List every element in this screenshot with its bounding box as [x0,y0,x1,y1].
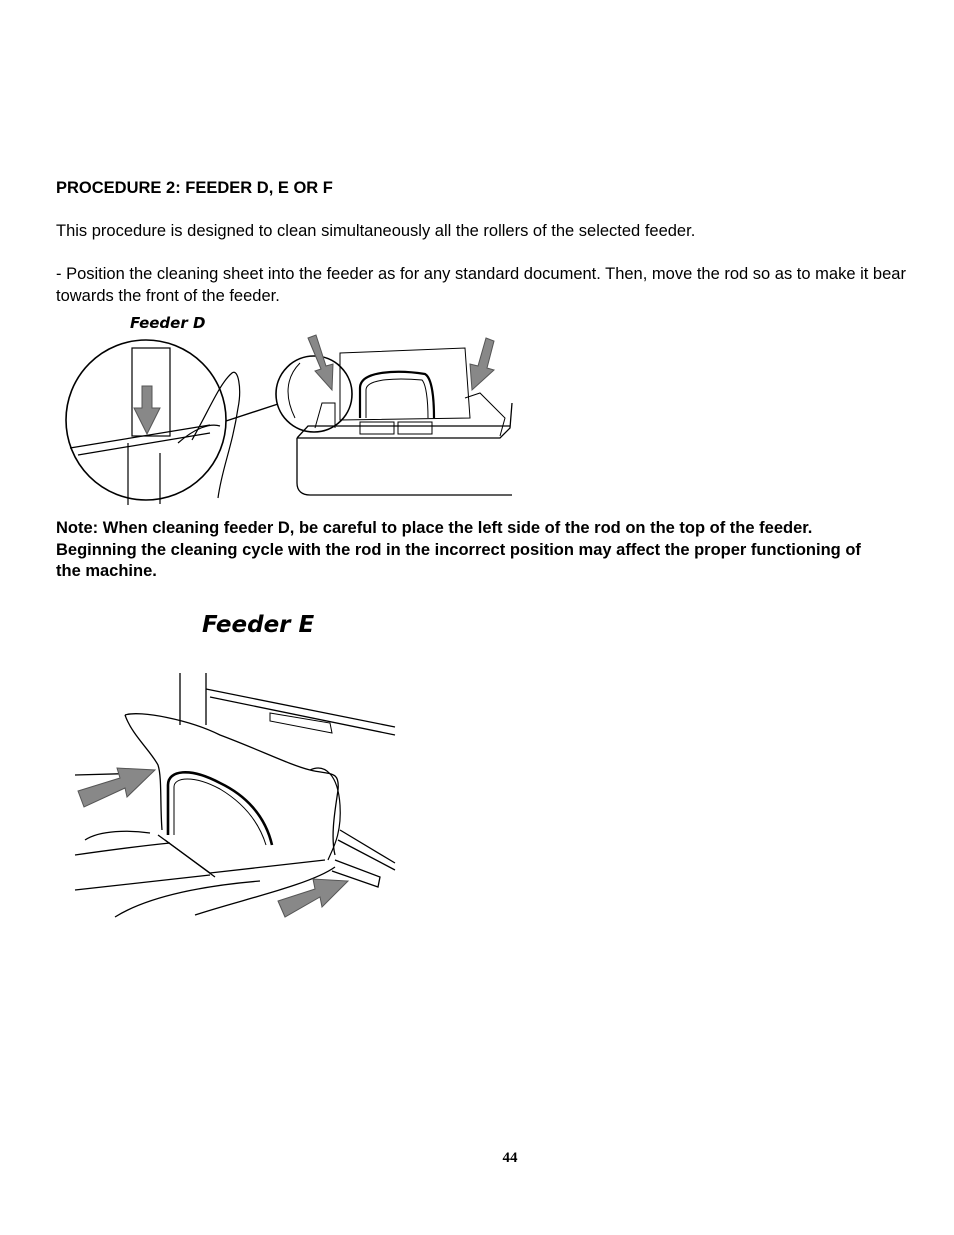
feeder-d-illustration [60,308,520,513]
magnify-circle [276,356,352,432]
down-arrow-icon [134,386,160,434]
right-arrow-icon [470,338,494,390]
connector-line [226,404,278,421]
feeder-d-label: Feeder D [130,314,206,332]
left-arrow-icon [308,335,333,390]
feeder-e-label: Feeder E [202,612,315,638]
step-paragraph: - Position the cleaning sheet into the feeder as for any standard document. Then, move the rod so as to make it bear towards the front of the feeder. [56,265,906,305]
page-number: 44 [502,1150,518,1166]
note-paragraph: Note: When cleaning feeder D, be careful to place the left side of the rod on the top of the feeder. Beginning the cleaning cycle with the rod in the incorrect position may affect the proper functioning of the machine. [56,519,861,580]
feeder-e-body [75,673,395,917]
bottom-arrow-icon [278,879,348,917]
procedure-heading: PROCEDURE 2: FEEDER D, E OR F [56,179,333,197]
feeder-e-illustration [70,605,410,925]
intro-paragraph: This procedure is designed to clean simultaneously all the rollers of the selected feeder. [56,222,696,240]
